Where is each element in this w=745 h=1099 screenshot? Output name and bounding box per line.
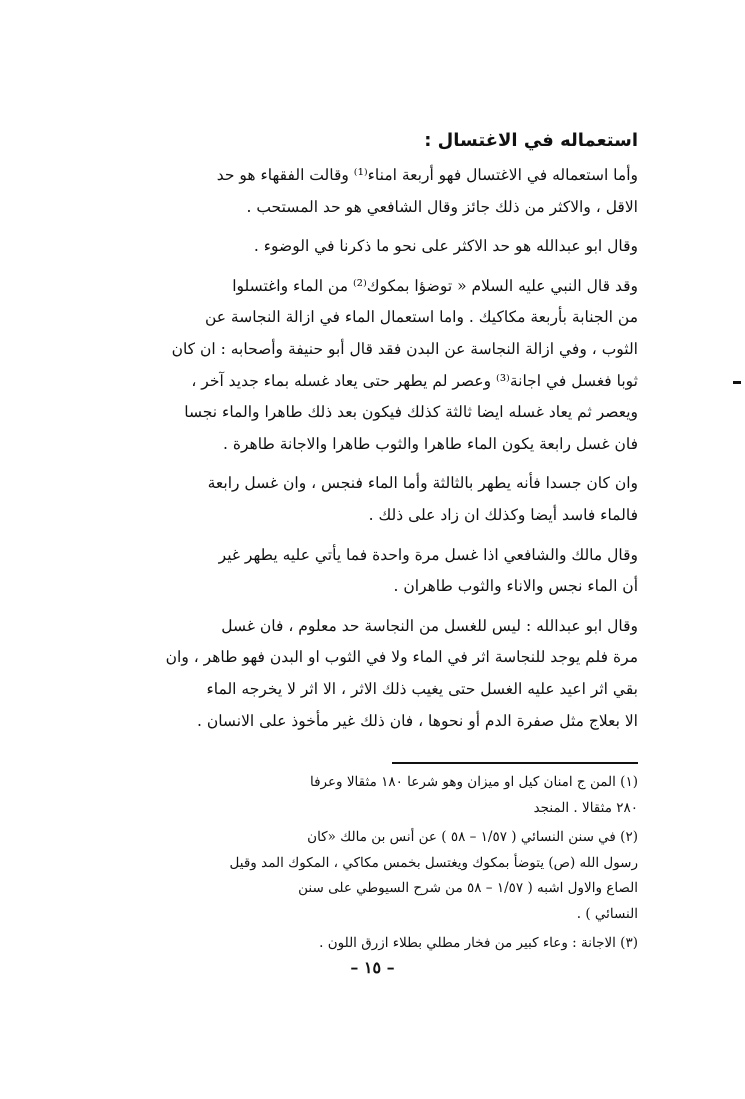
paragraph xyxy=(128,540,638,603)
text-line: وقال ابو عبدالله هو حد الاكثر على نحو ما ذكرنا في الوضوء . xyxy=(253,237,638,256)
text-line: الاقل ، والاكثر من ذلك جائز وقال الشافعي هو حد المستحب . xyxy=(246,197,638,216)
footnote-line: الصاع والاول اشبه ( ١/٥٧ – ٥٨ من شرح السيوطي على سنن xyxy=(298,880,638,896)
footnote-line: (٢) في سنن النسائي ( ١/٥٧ – ٥٨ ) عن أنس بن مالك «كان xyxy=(307,829,638,845)
text-line: أن الماء نجس والاناء والثوب طاهران . xyxy=(393,577,638,596)
footnote-line: ٢٨٠ مثقالا . المنجد xyxy=(533,799,638,816)
margin-mark xyxy=(733,381,741,384)
footnote xyxy=(128,931,638,957)
text-line: ثوبا فغسل في اجانة⁽³⁾ وعصر لم يطهر حتى يعاد غسله بماء جديد آخر ، xyxy=(191,371,638,390)
footnote xyxy=(128,825,638,927)
footnote-line: رسول الله (ص) يتوضأ بمكوك ويغتسل بخمس مكاكي ، المكوك المد وقيل xyxy=(229,854,638,871)
paragraph xyxy=(128,231,638,263)
footnote-line: النسائي ) . xyxy=(576,905,638,922)
text-line: وقال مالك والشافعي اذا غسل مرة واحدة فما يأتي عليه يطهر غير xyxy=(218,545,638,564)
text-line: فالماء فاسد أيضا وكذلك ان زاد على ذلك . xyxy=(368,505,638,524)
text-line: الا بعلاج مثل صفرة الدم أو نحوها ، فان ذلك غير مأخوذ على الانسان . xyxy=(196,711,638,730)
footnote-line: (١) المن ج امنان كيل او ميزان وهو شرعا ١٨٠ مثقالا وعرفا xyxy=(309,774,638,790)
text-line: من الجنابة بأربعة مكاكيك . واما استعمال الماء في ازالة النجاسة عن xyxy=(204,308,638,327)
text-line: ويعصر ثم يعاد غسله ايضا ثالثة كذلك فيكون بعد ذلك طاهرا والماء نجسا xyxy=(184,403,638,422)
page-body xyxy=(128,126,638,745)
text-line: وان كان جسدا فأنه يطهر بالثالثة وأما الماء فنجس ، وان غسل رابعة xyxy=(207,474,638,493)
paragraph xyxy=(128,611,638,737)
footnote-divider xyxy=(392,762,638,764)
footnote xyxy=(128,770,638,821)
paragraph xyxy=(128,271,638,461)
section-heading: استعماله في الاغتسال : xyxy=(424,130,638,151)
text-line: مرة فلم يوجد للنجاسة اثر في الماء ولا في الثوب او البدن فهو طاهر ، وان xyxy=(165,648,638,667)
paragraph xyxy=(128,468,638,531)
text-line: وأما استعماله في الاغتسال فهو أربعة امناء⁽¹⁾ وقالت الفقهاء هو حد xyxy=(216,166,638,184)
footnote-line: (٣) الاجانة : وعاء كبير من فخار مطلي بطلاء ازرق اللون . xyxy=(319,935,638,951)
text-line: الثوب ، وفي ازالة النجاسة عن البدن فقد قال أبو حنيفة وأصحابه : ان كان xyxy=(171,339,638,358)
text-line: وقد قال النبي عليه السلام « توضؤا بمكوك⁽²⁾ من الماء واغتسلوا xyxy=(232,276,638,295)
text-line: فان غسل رابعة يكون الماء طاهرا والثوب طاهرا والاجانة طاهرة . xyxy=(223,434,638,453)
footnotes xyxy=(128,770,638,961)
page-number: – ١٥ – xyxy=(350,958,395,977)
text-line: بقي اثر اعيد عليه الغسل حتى يغيب ذلك الاثر ، الا اثر لا يخرجه الماء xyxy=(206,679,638,698)
paragraph xyxy=(128,160,638,223)
text-line: وقال ابو عبدالله : ليس للغسل من النجاسة حد معلوم ، فان غسل xyxy=(221,616,638,635)
